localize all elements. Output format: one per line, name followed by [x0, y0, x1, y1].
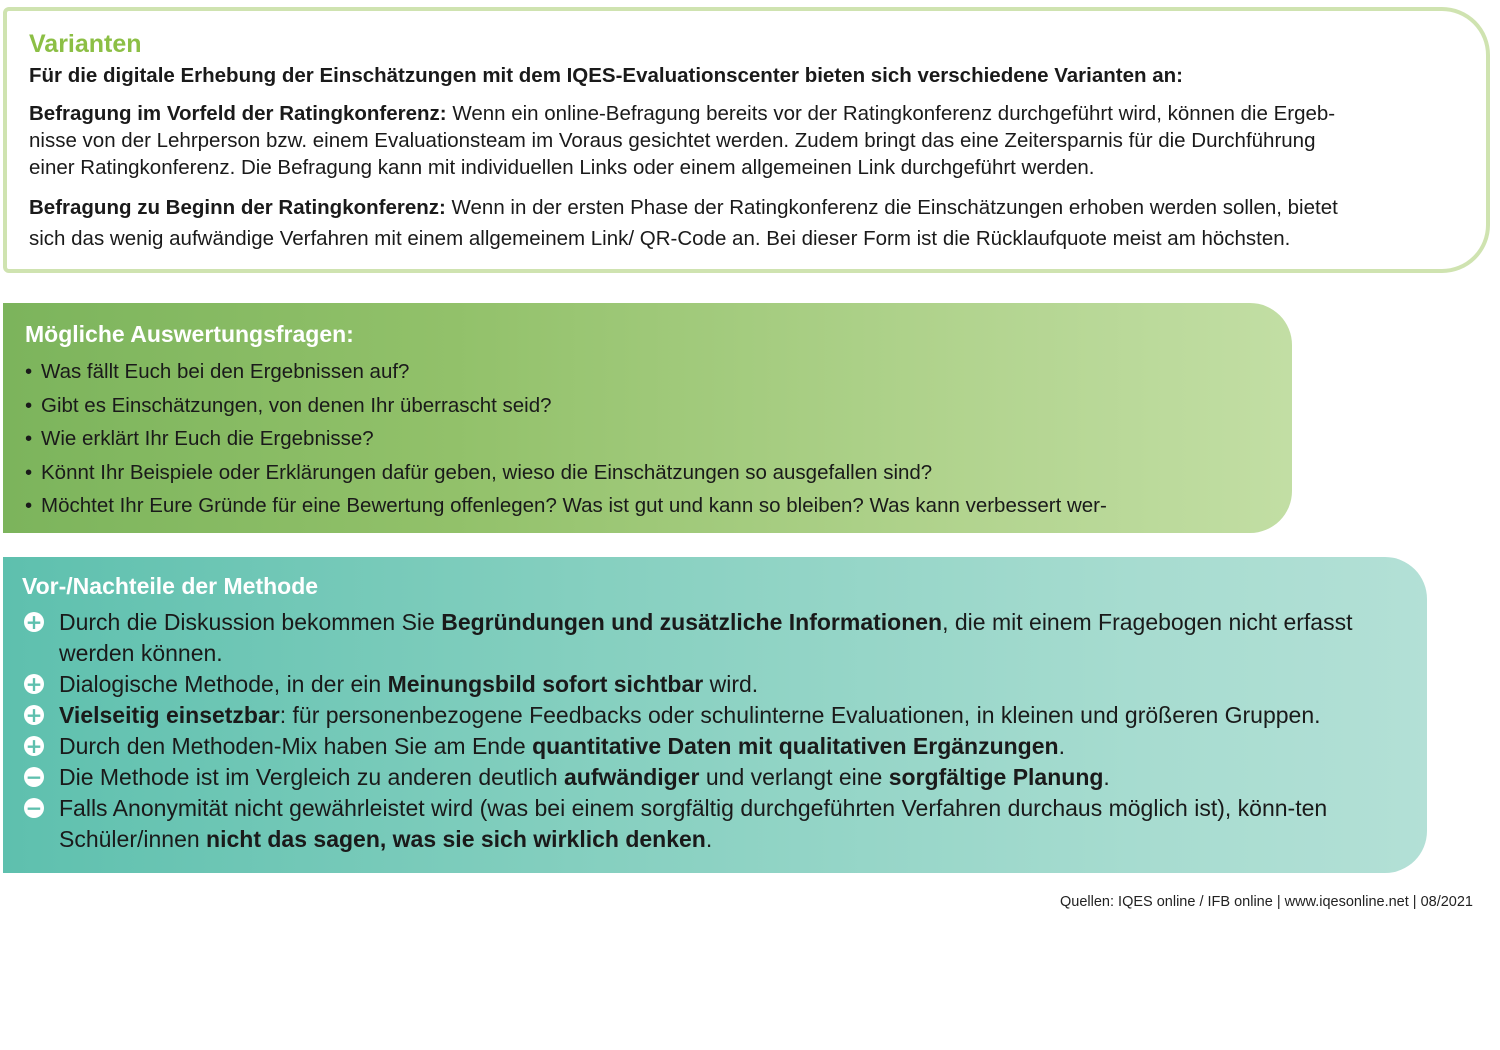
item-text: Durch den Methoden-Mix haben Sie am Ende [59, 733, 533, 759]
bullet-icon: • [25, 360, 33, 383]
advantage-item [22, 700, 1407, 731]
proscons-title: Vor-/Nachteile der Methode [22, 573, 319, 599]
minus-circle-icon: − [25, 796, 43, 820]
question-item [25, 422, 1272, 456]
variant-item-lead: Befragung zu Beginn der Ratingkonferenz: [29, 196, 446, 219]
item-text: Dialogische Methode, in der ein [59, 671, 388, 697]
emphasis-text: Begründungen und zusätzliche Informationen [441, 609, 943, 635]
bullet-icon: • [25, 393, 33, 417]
bullet-icon: • [25, 494, 33, 517]
proscons-list [22, 607, 1407, 855]
emphasis-text: aufwändiger [564, 764, 700, 790]
question-text: Wie erklärt Ihr Euch die Ergebnisse? [41, 427, 374, 450]
variant-item-text: sich das wenig aufwändige Verfahren mit einem allgemeinem Link/ QR-Code an. Bei dieser Form ist die Rücklaufquote meist am höchsten. [29, 227, 1291, 250]
plus-circle-icon: + [25, 672, 43, 696]
variant-item-start [29, 192, 1466, 254]
questions-list [25, 355, 1272, 523]
variant-item-text: einer Ratingkonferenz. Die Befragung kann mit individuellen Links oder einem allgemeinen Link durchgeführt werden. [29, 156, 1095, 179]
variant-item-text: Wenn in der ersten Phase der Ratingkonferenz die Einschätzungen erhoben werden sollen, bietet [445, 196, 1338, 219]
minus-circle-icon: − [25, 765, 43, 789]
item-text: Durch die Diskussion bekommen Sie [59, 609, 442, 635]
item-text: . [705, 826, 713, 852]
variants-box [3, 7, 1490, 273]
emphasis-text: Vielseitig einsetzbar [59, 702, 280, 728]
emphasis-text: Meinungsbild sofort sichtbar [387, 671, 704, 697]
variant-item-lead: Befragung im Vorfeld der Ratingkonferenz: [29, 102, 447, 125]
disadvantage-item [22, 762, 1407, 793]
item-text: , die mit einem Fragebogen nicht erfasst werden können. [59, 609, 1353, 666]
emphasis-text: nicht das sagen, was sie sich wirklich denken [206, 826, 706, 852]
questions-box [3, 303, 1292, 533]
emphasis-text: quantitative Daten mit qualitativen Ergänzungen [532, 733, 1059, 759]
question-text: Gibt es Einschätzungen, von denen Ihr überrascht seid? [41, 393, 552, 417]
item-text: . [1058, 733, 1065, 759]
plus-circle-icon: + [25, 703, 43, 727]
variant-item-prior [29, 100, 1466, 181]
variants-intro: Für die digitale Erhebung der Einschätzungen mit dem IQES-Evaluationscenter bieten sich verschiedene Varianten an: [29, 64, 1183, 87]
bullet-icon: • [25, 460, 33, 484]
question-item [25, 389, 1272, 423]
proscons-box [3, 557, 1427, 873]
advantage-item [22, 731, 1407, 762]
question-item [25, 355, 1272, 389]
question-text: Was fällt Euch bei den Ergebnissen auf? [41, 360, 410, 383]
question-item [25, 489, 1272, 523]
question-text: Möchtet Ihr Eure Gründe für eine Bewertung offenlegen? Was ist gut und kann so bleiben? Was kann verbessert wer- [41, 494, 1107, 517]
questions-title: Mögliche Auswertungsfragen: [25, 321, 354, 347]
emphasis-text: sorgfältige Planung [888, 764, 1104, 790]
bullet-icon: • [25, 427, 33, 450]
item-text: wird. [703, 671, 759, 697]
disadvantage-item [22, 793, 1407, 855]
variants-title: Varianten [29, 30, 142, 58]
question-text: Könnt Ihr Beispiele oder Erklärungen dafür geben, wieso die Einschätzungen so ausgefallen sind? [41, 460, 933, 484]
variant-item-text: Wenn ein online-Befragung bereits vor der Ratingkonferenz durchgeführt wird, können die Ergeb- [446, 102, 1336, 125]
advantage-item [22, 607, 1407, 669]
source-line: Quellen: IQES online / IFB online | www.iqesonline.net | 08/2021 [1060, 894, 1473, 910]
item-text: . [1103, 764, 1110, 790]
item-text: : für personenbezogene Feedbacks oder schulinterne Evaluationen, in kleinen und größeren Gruppen. [279, 702, 1321, 728]
advantage-item [22, 669, 1407, 700]
plus-circle-icon: + [25, 734, 43, 758]
item-text: und verlangt eine [699, 764, 889, 790]
item-text: Falls Anonymität nicht gewährleistet wird (was bei einem sorgfältig durchgeführten Verfahren durchaus möglich ist), könn-ten Schüler/innen [59, 795, 1328, 852]
item-text: Die Methode ist im Vergleich zu anderen deutlich [59, 764, 565, 790]
plus-circle-icon: + [25, 610, 43, 634]
variant-item-text: nisse von der Lehrperson bzw. einem Evaluationsteam im Voraus gesichtet werden. Zudem bringt das eine Zeitersparnis für die Durchführung [29, 129, 1316, 152]
question-item [25, 456, 1272, 490]
